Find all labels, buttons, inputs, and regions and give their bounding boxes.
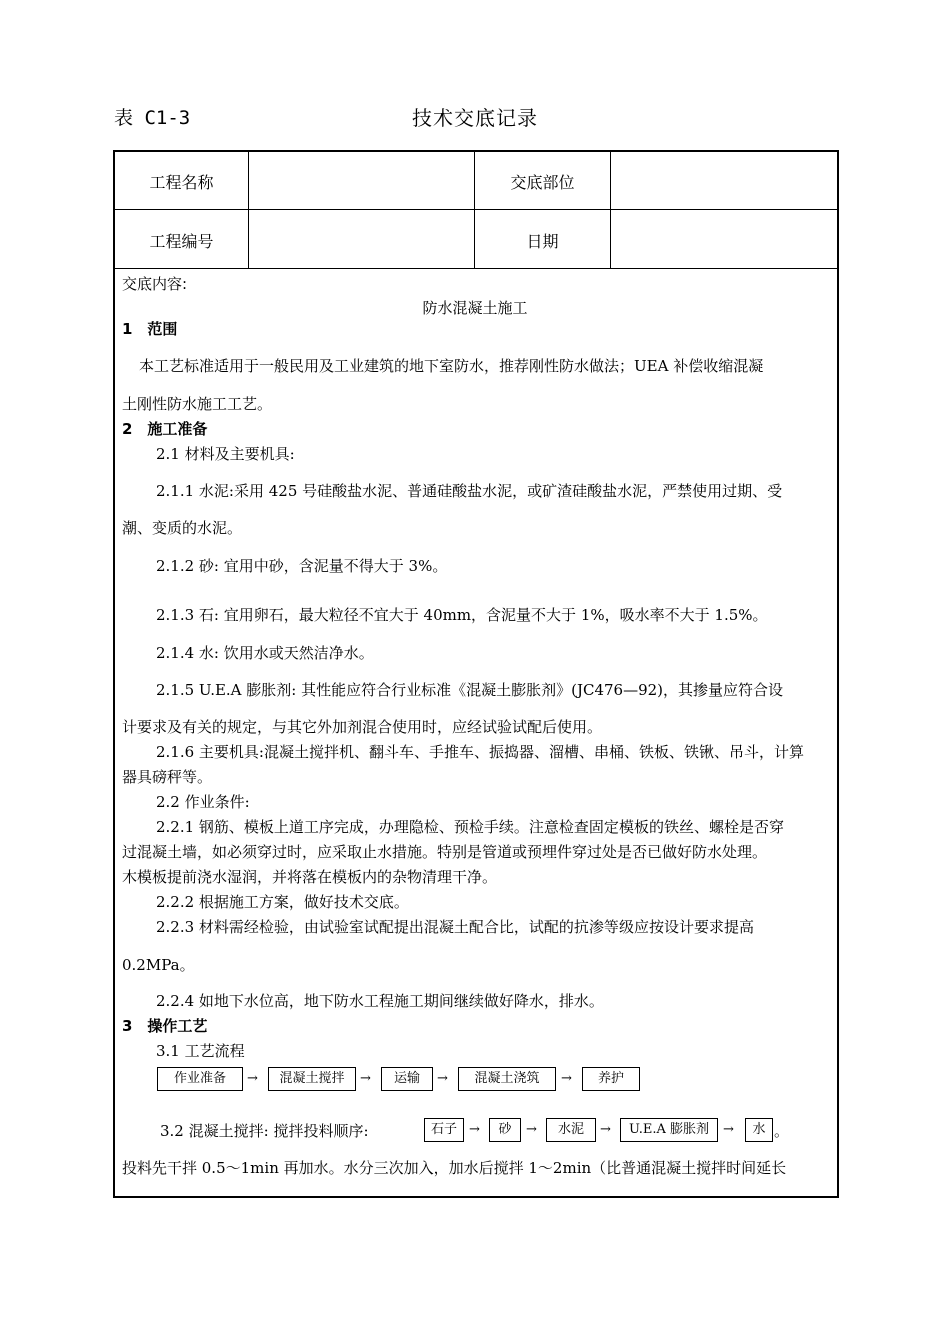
paragraph: 本工艺标准适用于一般民用及工业建筑的地下室防水，推荐刚性防水做法；UEA 补偿收缩混凝 [139, 357, 764, 375]
project-no-label: 工程编号 [149, 232, 214, 251]
divider [610, 152, 611, 269]
divider [115, 209, 837, 210]
paragraph: 投料先干拌 0.5～1min 再加水。水分三次加入，加水后搅拌 1～2min（比普通混凝土搅拌时间延长 [122, 1159, 787, 1177]
arrow-right-icon: → [247, 1071, 258, 1086]
period: 。 [774, 1122, 790, 1140]
flow-step: 混凝土浇筑 [458, 1067, 556, 1091]
paragraph: 3.2 混凝土搅拌: 搅拌投料顺序: [160, 1122, 369, 1140]
location-value[interactable] [612, 153, 834, 208]
paragraph: 2.1.5 U.E.A 膨胀剂: 其性能应符合行业标准《混凝土膨胀剂》(JC476—92)，其掺量应符合设 [156, 681, 784, 699]
date-value[interactable] [612, 211, 834, 267]
paragraph: 2.2.3 材料需经检验，由试验室试配提出混凝土配合比，试配的抗渗等级应按设计要求提高 [156, 918, 754, 936]
section-1-title: 1 范围 [122, 320, 178, 338]
divider [115, 268, 837, 269]
order-step: 石子 [424, 1118, 464, 1142]
flow-step: 混凝土搅拌 [268, 1067, 356, 1091]
project-no-value[interactable] [250, 211, 473, 267]
form-code: 表 C1-3 [114, 107, 191, 129]
project-name-value[interactable] [250, 153, 473, 208]
project-name-label: 工程名称 [149, 173, 214, 192]
paragraph: 土刚性防水施工工艺。 [122, 395, 273, 413]
paragraph: 3.1 工艺流程 [156, 1042, 245, 1060]
arrow-right-icon: → [360, 1071, 371, 1086]
paragraph: 木模板提前浇水湿润，并将落在模板内的杂物清理干净。 [122, 868, 498, 886]
order-step: 砂 [489, 1118, 521, 1142]
paragraph: 2.1 材料及主要机具: [156, 445, 295, 463]
section-3-title: 3 操作工艺 [122, 1017, 208, 1035]
paragraph: 0.2MPa。 [122, 956, 195, 974]
date-label: 日期 [526, 232, 559, 251]
paragraph: 2.1.2 砂: 宜用中砂，含泥量不得大于 3%。 [156, 557, 448, 575]
paragraph: 2.1.3 石: 宜用卵石，最大粒径不宜大于 40mm，含泥量不大于 1%，吸水率不大于 1.5%。 [156, 606, 768, 624]
subject-title: 防水混凝土施工 [422, 299, 528, 317]
location-label: 交底部位 [510, 173, 575, 192]
paragraph: 2.2.1 钢筋、模板上道工序完成，办理隐检、预检手续。注意检查固定模板的铁丝、螺栓是否穿 [156, 818, 784, 836]
arrow-right-icon: → [437, 1071, 448, 1086]
paragraph: 2.1.4 水: 饮用水或天然洁净水。 [156, 644, 374, 662]
paragraph: 2.2.2 根据施工方案，做好技术交底。 [156, 893, 409, 911]
arrow-right-icon: → [600, 1122, 611, 1137]
paragraph: 2.2 作业条件: [156, 793, 250, 811]
flow-step: 作业准备 [157, 1067, 243, 1091]
arrow-right-icon: → [723, 1122, 734, 1137]
flow-step: 运输 [381, 1067, 433, 1091]
paragraph: 器具磅秤等。 [122, 768, 213, 786]
section-2-title: 2 施工准备 [122, 420, 208, 438]
arrow-right-icon: → [526, 1122, 537, 1137]
paragraph: 过混凝土墙，如必须穿过时，应采取止水措施。特别是管道或预埋件穿过处是否已做好防水处理。 [122, 843, 768, 861]
order-step: U.E.A 膨胀剂 [620, 1118, 718, 1142]
order-step: 水 [745, 1118, 773, 1142]
paragraph: 2.1.1 水泥:采用 425 号硅酸盐水泥、普通硅酸盐水泥，或矿渣硅酸盐水泥，严禁使用过期、受 [156, 482, 783, 500]
divider [248, 152, 249, 269]
order-step: 水泥 [546, 1118, 596, 1142]
paragraph: 潮、变质的水泥。 [122, 519, 243, 537]
paragraph: 2.2.4 如地下水位高，地下防水工程施工期间继续做好降水，排水。 [156, 992, 604, 1010]
arrow-right-icon: → [469, 1122, 480, 1137]
page-title: 技术交底记录 [412, 106, 538, 130]
flow-step: 养护 [582, 1067, 640, 1091]
arrow-right-icon: → [561, 1071, 572, 1086]
content-label: 交底内容: [122, 275, 188, 293]
paragraph: 计要求及有关的规定，与其它外加剂混合使用时，应经试验试配后使用。 [122, 718, 603, 736]
paragraph: 2.1.6 主要机具:混凝土搅拌机、翻斗车、手推车、振捣器、溜槽、串桶、铁板、铁锹、吊斗，计算 [156, 743, 804, 761]
